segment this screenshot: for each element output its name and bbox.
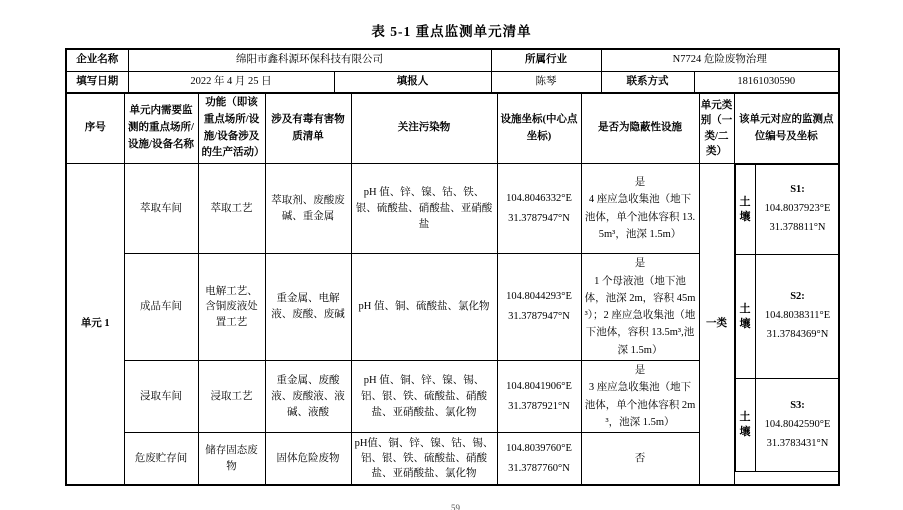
filler-label: 填报人 <box>334 71 491 93</box>
hidden-flag: 是 <box>634 365 646 377</box>
info-row-date <box>66 71 839 93</box>
unit-category-cell: 一类 <box>699 164 734 485</box>
monitoring-points-cell <box>734 164 839 485</box>
facility-lon: 104.8044293°E <box>506 291 572 303</box>
facility-lat: 31.3787947°N <box>508 311 570 323</box>
hidden-flag: 是 <box>634 177 646 189</box>
facility-coords-cell <box>497 164 581 254</box>
header-substances: 涉及有毒有害物质清单 <box>265 93 351 164</box>
monitoring-points-table <box>735 164 840 472</box>
substances-cell: 重金属、废酸液、废酸液、液碱、液酸 <box>265 361 351 433</box>
filler-value: 陈琴 <box>491 71 601 93</box>
table-row-extraction <box>66 164 839 254</box>
function-cell: 浸取工艺 <box>198 361 265 433</box>
point-lat: 31.378811°N <box>769 222 826 234</box>
facility-lat: 31.3787760°N <box>508 462 570 474</box>
hidden-flag: 是 <box>634 258 646 270</box>
point-s2 <box>755 255 839 379</box>
company-value: 绵阳市鑫科源环保科技有限公司 <box>128 49 491 71</box>
soil-label: 土壤 <box>735 255 755 379</box>
header-category: 单元类别（一类/二类） <box>699 93 734 164</box>
point-row-s1 <box>735 165 839 255</box>
pollutants-cell: pH 值、铜、硫酸盐、氯化物 <box>351 254 497 361</box>
place-cell: 危废贮存间 <box>124 433 198 485</box>
point-row-s3 <box>735 379 839 472</box>
pollutants-cell: pH 值、铜、锌、镍、锡、铝、银、铁、硫酸盐、硝酸盐、亚硝酸盐、氯化物 <box>351 361 497 433</box>
place-cell: 萃取车间 <box>124 164 198 254</box>
place-cell: 成品车间 <box>124 254 198 361</box>
point-lat: 31.3783431°N <box>766 437 829 449</box>
facility-lon: 104.8039760°E <box>506 442 572 454</box>
hidden-facility-cell <box>581 164 699 254</box>
header-function: 功能（即该重点场所/设施/设备涉及的生产活动） <box>198 93 265 164</box>
point-lon: 104.8038311°E <box>764 310 831 322</box>
info-table <box>65 48 840 94</box>
soil-label: 土壤 <box>735 165 755 255</box>
hidden-desc: 3 座应急收集池（地下池体，单个池体容积 2m³，池深 1.5m） <box>584 382 696 428</box>
header-coords: 设施坐标(中心点坐标) <box>497 93 581 164</box>
info-row-company <box>66 49 839 71</box>
facility-lat: 31.3787947°N <box>508 212 570 224</box>
facility-lat: 31.3787921°N <box>508 400 570 412</box>
hidden-facility-cell <box>581 361 699 433</box>
monitoring-unit-table <box>65 92 840 486</box>
header-row <box>66 93 839 164</box>
header-points: 该单元对应的监测点位编号及坐标 <box>734 93 839 164</box>
date-value: 2022 年 4 月 25 日 <box>128 71 334 93</box>
hidden-flag: 否 <box>634 452 646 464</box>
page-number: 59 <box>451 503 460 510</box>
pollutants-cell: pH值、铜、锌、镍、钴、锡、铝、银、铁、硫酸盐、硝酸盐、亚硝酸盐、氯化物 <box>351 433 497 485</box>
contact-label: 联系方式 <box>601 71 694 93</box>
industry-label: 所属行业 <box>491 49 601 71</box>
header-pollutants: 关注污染物 <box>351 93 497 164</box>
point-lon: 104.8042590°E <box>764 418 831 430</box>
point-row-s2 <box>735 255 839 379</box>
point-lat: 31.3784369°N <box>766 329 829 341</box>
unit-seq-cell: 单元 1 <box>66 164 124 485</box>
hidden-desc: 4 座应急收集池（地下池体，单个池体容积 13.5m³，池深 1.5m） <box>584 194 696 240</box>
industry-value: N7724 危险废物治理 <box>601 49 839 71</box>
substances-cell: 重金属、电解液、废酸、废碱 <box>265 254 351 361</box>
function-cell: 萃取工艺 <box>198 164 265 254</box>
function-cell: 储存固态废物 <box>198 433 265 485</box>
point-lon: 104.8037923°E <box>764 203 831 215</box>
pollutants-cell: pH 值、锌、镍、钴、铁、银、硫酸盐、硝酸盐、亚硝酸盐 <box>351 164 497 254</box>
function-cell: 电解工艺、含铜废液处置工艺 <box>198 254 265 361</box>
hidden-facility-cell <box>581 433 699 485</box>
substances-cell: 固体危险废物 <box>265 433 351 485</box>
place-cell: 浸取车间 <box>124 361 198 433</box>
header-seq: 序号 <box>66 93 124 164</box>
point-s1 <box>755 165 839 255</box>
table-title: 表 5-1 重点监测单元清单 <box>371 24 532 39</box>
point-id: S2: <box>790 291 805 303</box>
facility-coords-cell <box>497 254 581 361</box>
point-id: S3: <box>790 399 805 411</box>
contact-value: 18161030590 <box>694 71 839 93</box>
facility-lon: 104.8046332°E <box>506 192 572 204</box>
substances-cell: 萃取剂、废酸废碱、重金属 <box>265 164 351 254</box>
point-s3 <box>755 379 839 472</box>
facility-lon: 104.8041906°E <box>506 380 572 392</box>
date-label: 填写日期 <box>66 71 128 93</box>
hidden-facility-cell <box>581 254 699 361</box>
point-id: S1: <box>790 184 805 196</box>
soil-label: 土壤 <box>735 379 755 472</box>
hidden-desc: 1 个母液池（地下池体，池深 2m，容积 45m³）；2 座应急收集池（地下池体，容积 13.5m³,池深 1.5m） <box>584 275 696 356</box>
facility-coords-cell <box>497 433 581 485</box>
facility-coords-cell <box>497 361 581 433</box>
company-label: 企业名称 <box>66 49 128 71</box>
header-place: 单元内需要监测的重点场所/设施/设备名称 <box>124 93 198 164</box>
header-hidden: 是否为隐蔽性设施 <box>581 93 699 164</box>
